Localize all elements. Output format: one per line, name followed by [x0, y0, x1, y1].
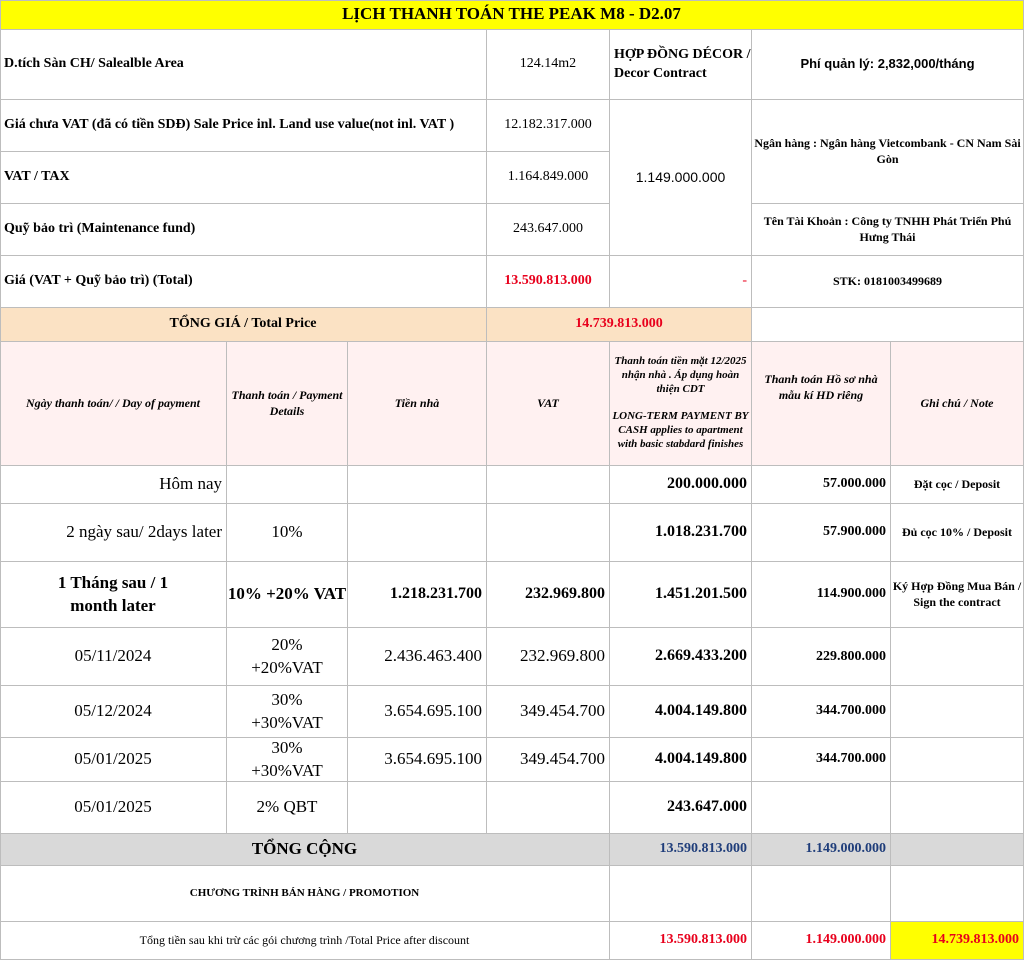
row-decor: 344.700.000: [752, 686, 891, 738]
row-details: 2% QBT: [227, 782, 348, 834]
promotion-label: CHƯƠNG TRÌNH BÁN HÀNG / PROMOTION: [0, 866, 610, 922]
row-decor: 114.900.000: [752, 562, 891, 628]
row-house: [348, 466, 487, 504]
decor-total-value: -: [610, 256, 752, 308]
sum-label: TỔNG CỘNG: [0, 834, 610, 866]
sum-cash: 13.590.813.000: [610, 834, 752, 866]
row-decor: 57.000.000: [752, 466, 891, 504]
total-label: Giá (VAT + Quỹ bảo trì) (Total): [0, 256, 487, 308]
account-name: Tên Tài Khoản : Công ty TNHH Phát Triển Phú Hưng Thái: [752, 204, 1024, 256]
sale-price-value: 12.182.317.000: [487, 100, 610, 152]
header-decor: Thanh toán Hồ sơ nhà mẫu kí HD riêng: [752, 342, 891, 466]
after-discount-total: 14.739.813.000: [891, 922, 1024, 960]
row-date: Hôm nay: [0, 466, 227, 504]
row-date: 05/01/2025: [0, 738, 227, 782]
row-cash: 1.451.201.500: [610, 562, 752, 628]
header-cash: Thanh toán tiền mặt 12/2025 nhận nhà . Áp dụng hoàn thiện CDT LONG-TERM PAYMENT BY CASH applies to apartment with basic stabdard finishes: [610, 342, 752, 466]
row-date: 05/01/2025: [0, 782, 227, 834]
header-note: Ghi chú / Note: [891, 342, 1024, 466]
empty-cell: [610, 866, 752, 922]
bank-name: Ngân hàng : Ngân hàng Vietcombank - CN Nam Sài Gòn: [752, 100, 1024, 204]
row-house: 2.436.463.400: [348, 628, 487, 686]
area-value: 124.14m2: [487, 30, 610, 100]
maintenance-fund-label: Quỹ bảo trì (Maintenance fund): [0, 204, 487, 256]
row-cash: 2.669.433.200: [610, 628, 752, 686]
row-house: [348, 504, 487, 562]
row-details: 30% +30%VAT: [227, 686, 348, 738]
row-house: [348, 782, 487, 834]
empty-cell: [752, 308, 1024, 342]
sale-price-label: Giá chưa VAT (đã có tiền SDĐ) Sale Price inl. Land use value(not inl. VAT ): [0, 100, 487, 152]
header-details: Thanh toán / Payment Details: [227, 342, 348, 466]
empty-cell: [891, 834, 1024, 866]
row-vat: 232.969.800: [487, 628, 610, 686]
row-cash: 200.000.000: [610, 466, 752, 504]
row-note: Đặt cọc / Deposit: [891, 466, 1024, 504]
grand-total-label: TỔNG GIÁ / Total Price: [0, 308, 487, 342]
page-title: LỊCH THANH TOÁN THE PEAK M8 - D2.07: [0, 0, 1024, 30]
row-vat: [487, 782, 610, 834]
row-note: [891, 738, 1024, 782]
row-note: [891, 686, 1024, 738]
row-date: 2 ngày sau/ 2days later: [0, 504, 227, 562]
decor-contract-label: HỢP ĐỒNG DÉCOR / Decor Contract: [610, 30, 752, 100]
sum-decor: 1.149.000.000: [752, 834, 891, 866]
area-label: D.tích Sàn CH/ Salealble Area: [0, 30, 487, 100]
row-details: 20% +20%VAT: [227, 628, 348, 686]
row-cash: 1.018.231.700: [610, 504, 752, 562]
row-details: 10% +20% VAT: [227, 562, 348, 628]
grand-total-value: 14.739.813.000: [487, 308, 752, 342]
maintenance-fund-value: 243.647.000: [487, 204, 610, 256]
row-details: [227, 466, 348, 504]
row-date: 1 Tháng sau / 1 month later: [0, 562, 227, 628]
row-house: 3.654.695.100: [348, 738, 487, 782]
vat-value: 1.164.849.000: [487, 152, 610, 204]
row-house: 1.218.231.700: [348, 562, 487, 628]
header-vat: VAT: [487, 342, 610, 466]
row-house: 3.654.695.100: [348, 686, 487, 738]
row-vat: 232.969.800: [487, 562, 610, 628]
account-number: STK: 0181003499689: [752, 256, 1024, 308]
after-discount-label: Tổng tiền sau khi trừ các gói chương trình /Total Price after discount: [0, 922, 610, 960]
after-discount-decor: 1.149.000.000: [752, 922, 891, 960]
row-decor: 344.700.000: [752, 738, 891, 782]
row-decor: [752, 782, 891, 834]
row-cash: 4.004.149.800: [610, 686, 752, 738]
row-vat: 349.454.700: [487, 738, 610, 782]
empty-cell: [891, 866, 1024, 922]
row-cash: 243.647.000: [610, 782, 752, 834]
row-details: 10%: [227, 504, 348, 562]
row-note: Đủ cọc 10% / Deposit: [891, 504, 1024, 562]
row-note: Ký Hợp Đồng Mua Bán / Sign the contract: [891, 562, 1024, 628]
empty-cell: [752, 866, 891, 922]
vat-label: VAT / TAX: [0, 152, 487, 204]
row-cash: 4.004.149.800: [610, 738, 752, 782]
management-fee: Phí quản lý: 2,832,000/tháng: [752, 30, 1024, 100]
row-decor: 57.900.000: [752, 504, 891, 562]
row-note: [891, 782, 1024, 834]
row-vat: 349.454.700: [487, 686, 610, 738]
after-discount-cash: 13.590.813.000: [610, 922, 752, 960]
decor-contract-value: 1.149.000.000: [610, 100, 752, 256]
row-decor: 229.800.000: [752, 628, 891, 686]
row-note: [891, 628, 1024, 686]
row-vat: [487, 466, 610, 504]
row-vat: [487, 504, 610, 562]
row-details: 30% +30%VAT: [227, 738, 348, 782]
header-house: Tiền nhà: [348, 342, 487, 466]
row-date: 05/11/2024: [0, 628, 227, 686]
row-date: 05/12/2024: [0, 686, 227, 738]
header-date: Ngày thanh toán/ / Day of payment: [0, 342, 227, 466]
total-value: 13.590.813.000: [487, 256, 610, 308]
